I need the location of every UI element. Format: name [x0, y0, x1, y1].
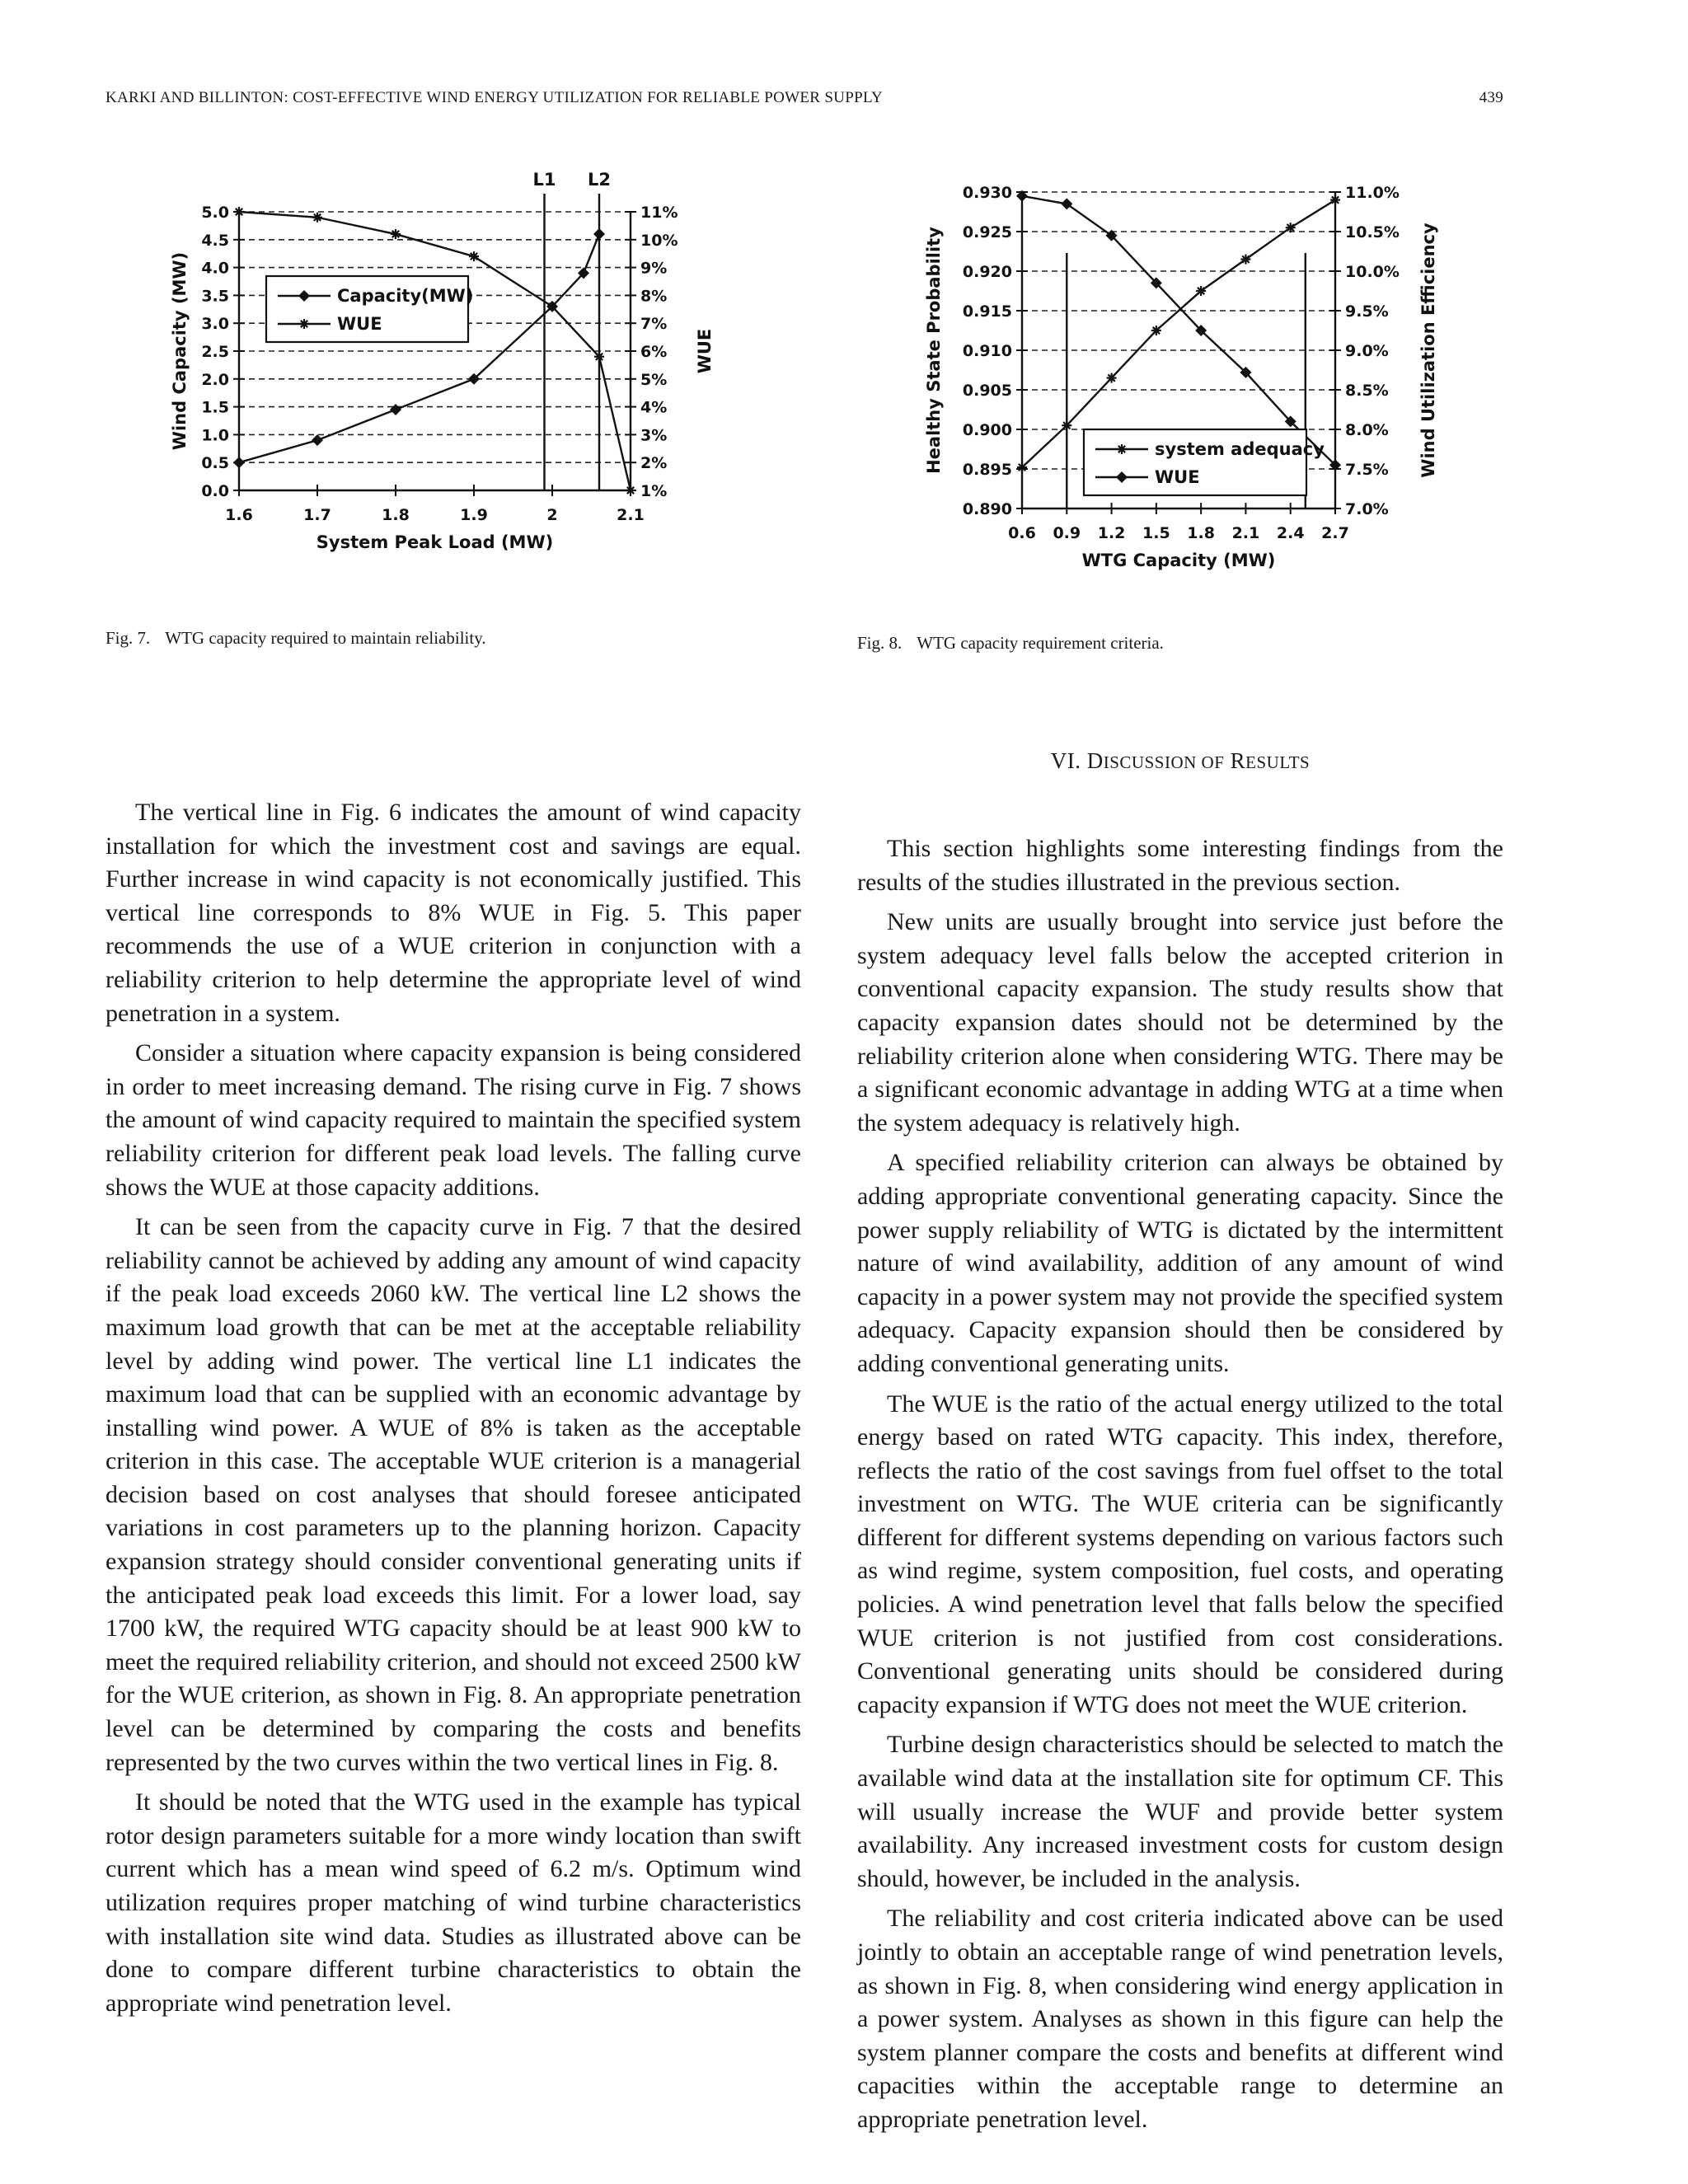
fig8-xtick-label-1: 0.9: [1053, 524, 1081, 542]
fig7-chart: [161, 169, 754, 573]
section-title-initial-1: D: [1086, 748, 1104, 773]
fig8-xtick-label-3: 1.5: [1142, 524, 1170, 542]
fig8-series-0-point-2: [1107, 373, 1117, 383]
fig8-y2tick-label-8: 7.0%: [1345, 500, 1389, 518]
right-paragraph-5: Turbine design characteristics should be selected to match the available wind data at the installation site for optimum CF. This will usually increase the WUF and provide better system availability. Any increased investment costs for custom design should, however, be included in the analysis.: [857, 1731, 1503, 1892]
right-paragraph-3: A specified reliability criterion can always be obtained by adding appropriate conventional generating capacity. Since the power supply reliability of WTG is dictated by the intermittent nature of wind availability, addition of any amount of wind capacity in a power system may not provide the specified system adequacy. Capacity expansion should then be considered by adding conventional generating units.: [857, 1149, 1503, 1377]
fig7-vline-label-1: L2: [588, 170, 611, 190]
fig7-y2tick-label-4: 7%: [640, 315, 668, 334]
fig7-ytick-label-0: 5.0: [201, 204, 229, 222]
right-column: [857, 832, 1503, 2144]
fig7-xlabel: System Peak Load (MW): [316, 532, 554, 552]
fig7-xtick-label-1: 1.7: [303, 506, 331, 524]
fig7-ytick-label-2: 4.0: [201, 259, 229, 278]
fig8-legend-label-1: WUE: [1155, 467, 1200, 487]
fig8-xtick-label-4: 1.8: [1187, 524, 1215, 542]
fig7-xtick-label-3: 1.9: [460, 506, 488, 524]
section-title-rest-2: ESULTS: [1245, 752, 1311, 772]
fig7-y2tick-label-6: 5%: [640, 370, 668, 389]
fig8-ytick-label-3: 0.915: [962, 302, 1012, 321]
left-paragraph-3: It can be seen from the capacity curve in Fig. 7 that the desired reliability cannot be achieved by adding any amount of wind capacity if the peak load exceeds 2060 kW. The vertical line L2 shows the maximum load growth that can be met at the acceptable reliability level by adding wind power. The vertical line L1 indicates the maximum load that can be supplied with an economic advantage by installing wind power. A WUE of 8% is taken as the acceptable criterion in this case. The acceptable WUE criterion is a managerial decision based on cost analyses that should foresee anticipated variations in cost parameters up to the planning horizon. Capacity expansion strategy should consider conventional generating units if the anticipated peak load exceeds this limit. For a lower load, say 1700 kW, the required WTG capacity should be at least 900 kW to meet the required reliability criterion, and should not exceed 2500 kW for the WUE criterion, as shown in Fig. 8. An appropriate penetration level can be determined by comparing the costs and benefits represented by the two curves within the two vertical lines in Fig. 8.: [106, 1213, 801, 1776]
fig8-y2tick-label-5: 8.5%: [1345, 382, 1389, 400]
fig7-y2tick-label-0: 11%: [640, 204, 678, 222]
running-header: [106, 89, 1503, 114]
fig7-series-0-point-1: [312, 434, 323, 446]
fig7-xtick-label-2: 1.8: [382, 506, 410, 524]
section-title-rest-1: ISCUSSION OF: [1103, 752, 1225, 772]
figure-7-label: Fig. 7.: [106, 628, 151, 648]
fig7-xtick-label-0: 1.6: [225, 506, 253, 524]
fig8-y2tick-label-7: 7.5%: [1345, 461, 1389, 479]
fig8-ytick-label-5: 0.905: [962, 382, 1012, 400]
fig7-series-1-point-3: [469, 251, 479, 261]
fig7-y2label: WUE: [695, 328, 715, 374]
fig7-series-0-point-6: [593, 228, 605, 240]
fig8-ytick-label-0: 0.930: [962, 184, 1012, 202]
section-heading: [857, 748, 1503, 774]
fig8-y2tick-label-0: 11.0%: [1345, 184, 1400, 202]
fig8-y2label: Wind Utilization Efficiency: [1418, 223, 1438, 478]
fig7-ylabel: Wind Capacity (MW): [170, 251, 190, 451]
right-paragraph-2: New units are usually brought into service just before the system adequacy level falls below the accepted criterion in conventional capacity expansion. The study results show that capacity expansion dates should not be determined by the reliability criterion alone when considering WTG. There may be a significant economic advantage in adding WTG at a time when the system adequacy is relatively high.: [857, 908, 1503, 1137]
fig8-xtick-label-5: 2.1: [1231, 524, 1260, 542]
fig7-y2tick-label-9: 2%: [640, 454, 668, 473]
right-paragraph-4: The WUE is the ratio of the actual energy utilized to the total energy based on rated WTG capacity. This index, therefore, reflects the ratio of the cost savings from fuel offset to the total investment on WTG. The WUE criteria can be significantly different for different systems depending on various factors such as wind regime, system composition, fuel costs, and operating policies. A wind penetration level that falls below the specified WUE criterion is not justified from cost considerations. Conventional generating units should be considered during capacity expansion if WTG does not meet the WUE criterion.: [857, 1390, 1503, 1718]
fig7-ytick-label-4: 3.0: [201, 315, 229, 334]
left-paragraph-1: The vertical line in Fig. 6 indicates the amount of wind capacity installation for which the investment cost and savings are equal. Further increase in wind capacity is not economically justified. This vertical line corresponds to 8% WUE in Fig. 5. This paper recommends the use of a WUE criterion in conjunction with a reliability criterion to help determine the appropriate level of wind penetration in a system.: [106, 799, 801, 1027]
fig7-y2tick-label-3: 8%: [640, 287, 668, 306]
fig7-legend-label-1: WUE: [337, 314, 382, 334]
figure-8-caption-text: WTG capacity requirement criteria.: [917, 633, 1164, 653]
fig7-ytick-label-8: 1.0: [201, 426, 229, 445]
fig7-ytick-label-7: 1.5: [201, 398, 229, 417]
section-number: VI.: [1050, 748, 1081, 773]
fig8-ylabel: Healthy State Probability: [924, 227, 944, 474]
fig8-y2tick-label-6: 8.0%: [1345, 421, 1389, 439]
fig8-y2tick-label-3: 9.5%: [1345, 302, 1389, 321]
fig7-y2tick-label-8: 3%: [640, 426, 668, 445]
fig8-chart: [915, 169, 1508, 581]
figure-7: [161, 169, 754, 573]
fig8-xtick-label-2: 1.2: [1097, 524, 1126, 542]
left-paragraph-2: Consider a situation where capacity expansion is being considered in order to meet increasing demand. The rising curve in Fig. 7 shows the amount of wind capacity required to maintain the specified system reliability criterion for different peak load levels. The falling curve shows the WUE at those capacity additions.: [106, 1039, 801, 1201]
fig7-ytick-label-3: 3.5: [201, 287, 229, 306]
running-title: KARKI AND BILLINTON: COST-EFFECTIVE WIND ENERGY UTILIZATION FOR RELIABLE POWER SUPPLY: [106, 89, 883, 106]
fig8-ytick-label-2: 0.920: [962, 263, 1012, 281]
fig8-series-0-point-5: [1240, 255, 1250, 265]
fig7-series-1-point-1: [312, 213, 322, 223]
figure-8-caption: [857, 633, 1164, 654]
fig8-xtick-label-6: 2.4: [1276, 524, 1305, 542]
fig8-xtick-label-0: 0.6: [1008, 524, 1036, 542]
fig8-ytick-label-4: 0.910: [962, 342, 1012, 360]
fig7-series-0-point-0: [233, 457, 245, 468]
left-paragraph-4: It should be noted that the WTG used in the example has typical rotor design parameters suitable for a more windy location than swift current which has a mean wind speed of 6.2 m/s. Optimum wind utilization requires proper matching of wind turbine characteristics with installation site wind data. Studies as illustrated above can be done to compare different turbine characteristics to obtain the appropriate wind penetration level.: [106, 1788, 801, 2017]
fig7-vline-label-0: L1: [532, 170, 556, 190]
fig8-ytick-label-7: 0.895: [962, 461, 1012, 479]
section-title-initial-2: R: [1230, 748, 1246, 773]
fig7-xtick-label-5: 2.1: [617, 506, 645, 524]
fig7-series-1-point-5: [594, 352, 604, 362]
fig7-y2tick-label-1: 10%: [640, 231, 678, 250]
fig7-ytick-label-9: 0.5: [201, 454, 229, 473]
fig7-ytick-label-5: 2.5: [201, 343, 229, 361]
fig7-y2tick-label-2: 9%: [640, 259, 668, 278]
fig7-xtick-label-4: 2: [546, 506, 558, 524]
fig7-series-0-point-2: [390, 404, 401, 415]
fig7-series-1-point-0: [234, 207, 244, 217]
fig7-legend-label-0: Capacity(MW): [337, 286, 474, 306]
fig7-ytick-label-6: 2.0: [201, 370, 229, 389]
fig7-ytick-label-1: 4.5: [201, 231, 229, 250]
fig7-y2tick-label-10: 1%: [640, 482, 668, 500]
fig7-series-1-point-2: [391, 229, 401, 239]
left-column: [106, 796, 801, 2027]
fig8-series-0-point-1: [1062, 420, 1071, 430]
fig8-y2tick-label-1: 10.5%: [1345, 223, 1400, 241]
fig8-ytick-label-8: 0.890: [962, 500, 1012, 518]
fig7-y2tick-label-7: 4%: [640, 398, 668, 417]
fig8-y2tick-label-2: 10.0%: [1345, 263, 1400, 281]
fig8-legend-label-0: system adequacy: [1155, 439, 1325, 459]
figure-7-caption-text: WTG capacity required to maintain reliability.: [165, 628, 486, 648]
fig8-ytick-label-6: 0.900: [962, 421, 1012, 439]
right-paragraph-6: The reliability and cost criteria indicated above can be used jointly to obtain an acceptable range of wind penetration levels, as shown in Fig. 8, when considering wind energy application in a power system. Analyses as shown in this figure can help the system planner compare the costs and benefits at different wind capacities within the acceptable range to determine an appropriate penetration level.: [857, 1905, 1503, 2133]
page-number: 439: [1479, 89, 1503, 106]
fig8-xtick-label-7: 2.7: [1321, 524, 1349, 542]
figure-8: [915, 169, 1508, 581]
figure-8-label: Fig. 8.: [857, 633, 903, 653]
figure-7-caption: [106, 628, 486, 649]
right-paragraph-1: This section highlights some interesting findings from the results of the studies illustrated in the previous section.: [857, 835, 1503, 896]
fig8-series-0-point-7: [1330, 195, 1340, 205]
fig8-xlabel: WTG Capacity (MW): [1081, 551, 1276, 570]
fig8-ytick-label-1: 0.925: [962, 223, 1012, 241]
fig7-series-line-1: [239, 212, 631, 490]
fig7-series-1-point-6: [626, 485, 635, 495]
fig7-y2tick-label-5: 6%: [640, 343, 668, 361]
fig8-legend-marker-0: [1117, 444, 1127, 454]
fig7-ytick-label-10: 0.0: [201, 482, 229, 500]
fig8-y2tick-label-4: 9.0%: [1345, 342, 1389, 360]
